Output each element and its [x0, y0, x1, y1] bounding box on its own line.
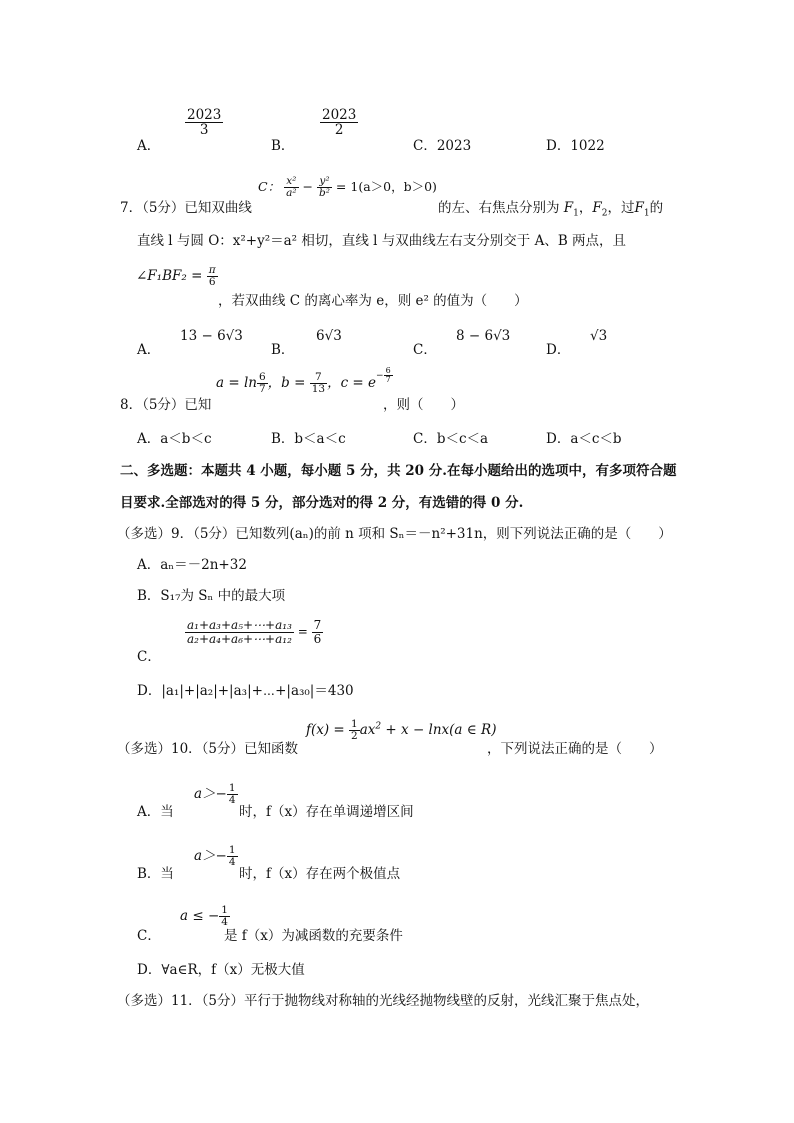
q8-prefix: 8．（5分）已知: [120, 397, 212, 413]
q7-line2: 直线 l 与圆 O：x²+y²＝a² 相切，直线 l 与双曲线左右支分别交于 A、B 两点，且: [137, 233, 627, 249]
q7-stem-line3: [218, 289, 528, 309]
focus-f2: F: [592, 200, 602, 216]
q8-definitions: a = ln $\frac{6}{7}$ ，b = $\frac{7}{13}$ ，$c = e^{- \frac{6}{7}}$: [216, 365, 391, 395]
option-text: 是 f（x）为减函数的充要条件: [224, 928, 403, 944]
option-label: C．: [413, 342, 437, 358]
option-text: 时，f（x）存在单调递增区间: [239, 804, 414, 820]
q9-stem: [117, 522, 672, 542]
q6-option-b: [271, 134, 294, 154]
q10-option-a-condition: a＞− $\frac{1}{4}$: [194, 781, 236, 806]
option-label: C．: [137, 928, 161, 944]
option-label: A．当: [137, 804, 174, 820]
q10-option-c-text: [224, 924, 403, 944]
q7-prefix: 7．（5分）已知双曲线: [120, 200, 252, 216]
q7-suffix2: ，过: [607, 200, 635, 216]
q7-option-d: [546, 338, 570, 358]
q9-stem-text: （多选）9．（5分）已知数列(aₙ)的前 n 项和 Sₙ＝－n²+31n，则下列说法正确的是（ ）: [117, 526, 672, 542]
q7-line3: ，若双曲线 C 的离心率为 e，则 e² 的值为（ ）: [218, 293, 528, 309]
q8-suffix-text: ，则（ ）: [383, 397, 464, 413]
option-label: B．当: [137, 866, 174, 882]
a-part: a = ln: [216, 375, 257, 391]
q7-stem-line1: [120, 196, 252, 216]
q10-option-d: [137, 958, 305, 978]
option-label: C．: [413, 138, 437, 154]
q10-option-b-label: [137, 862, 174, 882]
q10-option-b-condition: a＞− $\frac{1}{4}$: [194, 843, 236, 868]
q8-option-c: [413, 427, 488, 447]
section-text: 二、多选题：本题共 4 小题，每小题 5 分，共 20 分.在每小题给出的选项中，有多项符合题: [120, 463, 677, 479]
option-text: D．∀a∈R，f（x）无极大值: [137, 962, 305, 978]
denominator: 2: [334, 122, 344, 139]
option-label: A．: [137, 342, 161, 358]
q8-suffix: [383, 393, 464, 413]
section-text: 目要求.全部选对的得 5 分，部分选对的得 2 分，有选错的得 0 分.: [120, 495, 524, 511]
section2-heading-line2: [120, 491, 523, 511]
q8-stem: [120, 393, 211, 413]
q8-option-d: [546, 427, 622, 447]
option-label: B．: [271, 342, 295, 358]
option-text: 时，f（x）存在两个极值点: [239, 866, 401, 882]
q7-option-a-value: [180, 328, 243, 344]
focus-f1: F: [563, 200, 574, 216]
q7-suffix1: 的左、右焦点分别为: [438, 200, 560, 216]
angle-label: ∠F₁BF₂ =: [136, 268, 203, 285]
q7-angle-condition: [136, 265, 218, 288]
option-label: B．: [271, 138, 295, 154]
option-label: C．: [137, 649, 161, 665]
option-value: 6√3: [316, 328, 342, 344]
q7-option-c-value: [456, 328, 510, 344]
option-text: B．b＜a＜c: [271, 431, 346, 447]
denominator: 3: [199, 122, 209, 139]
numerator: 2023: [322, 107, 357, 123]
q10-stem: [117, 737, 298, 757]
q10-prefix: （多选）10．（5分）已知函数: [117, 741, 299, 757]
option-text: A．a＜b＜c: [137, 431, 212, 447]
q11-stem-text: （多选）11．（5分）平行于抛物线对称轴的光线经抛物线壁的反射，光线汇聚于焦点处，: [117, 993, 650, 1009]
q10-option-c-label: [137, 924, 161, 944]
numerator: a₁+a₃+a₅+⋯+a₁₃: [187, 618, 292, 632]
q6-option-a: [137, 134, 160, 154]
c-part: ，c = e: [327, 375, 377, 391]
q8-option-b: [271, 427, 346, 447]
option-label: D．: [546, 138, 571, 154]
option-value: 1022: [570, 138, 605, 154]
q8-option-a: [137, 427, 212, 447]
option-label: D．: [546, 342, 571, 358]
q10-suffix: [487, 737, 663, 757]
numerator: 2023: [187, 107, 222, 123]
denominator: a₂+a₄+a₆+⋯+a₁₂: [187, 631, 292, 646]
option-value: 2023: [436, 138, 472, 154]
option-value: 13 − 6√3: [180, 328, 243, 344]
b-part: ，b =: [267, 375, 306, 391]
q10-option-a-text: [239, 800, 414, 820]
q6-option-a-fraction: [185, 108, 223, 137]
curve-tail: = 1(a＞0，b＞0): [335, 179, 437, 195]
q7-option-b: [271, 338, 294, 358]
q10-option-b-text: [239, 862, 400, 882]
option-text: B．S₁₇为 Sₙ 中的最大项: [137, 588, 286, 604]
q9-option-a: [137, 553, 247, 573]
q6-option-b-fraction: [320, 108, 358, 137]
q6-option-c: [413, 134, 471, 154]
option-text: A．aₙ＝－2n+32: [137, 557, 247, 573]
option-value: 8 − 6√3: [456, 328, 511, 344]
q9-option-b: [137, 584, 285, 604]
pi: π: [208, 264, 216, 276]
q6-option-d: [546, 134, 605, 154]
option-text: C．b＜c＜a: [413, 431, 489, 447]
q9-option-c-fraction: $\frac{\text{a₁+a₃+a₅+⋯+a₁₃}}{\text{a₂+a₄+a₆+⋯+a₁₂}}$ = $\frac{7}{6}$: [187, 618, 322, 646]
q7-stem-line1-tail: 的左、右焦点分别为 $F_1$，$F_2$，过$F_1$的: [438, 200, 664, 219]
q7-option-d-value: [590, 328, 607, 344]
q7-option-b-value: [316, 328, 342, 344]
option-label: A．: [137, 138, 161, 154]
q9-option-c: [137, 645, 161, 665]
q9-option-d: [137, 679, 354, 699]
option-value: √3: [590, 328, 608, 344]
option-text: D．|a₁|+|a₂|+|a₃|+⋯+|a₃₀|＝430: [137, 683, 354, 699]
curve-name: C：: [258, 179, 281, 195]
q7-option-a: [137, 338, 160, 358]
q10-suffix-text: ，下列说法正确的是（ ）: [487, 741, 663, 757]
option-text: D．a＜c＜b: [546, 431, 622, 447]
six: 6: [208, 276, 216, 289]
q7-hyperbola-equation: C： $\frac{\text{x²}}{\text{a²}}$ − $\frac{\text{y²}}{\text{b²}}$ = 1(a＞0，b＞0): [258, 175, 437, 200]
q11-stem: [117, 989, 649, 1009]
q10-option-c-condition: a ≤ − $\frac{1}{4}$: [180, 904, 228, 929]
section2-heading-line1: [120, 459, 676, 479]
q7-suffix3: 的: [649, 200, 664, 216]
q10-function: f(x) = $\frac{1}{2}$ $ax^2 + x - \ln x(a$ ∈ R): [306, 718, 497, 743]
q7-stem-line2: [137, 229, 626, 249]
q7-option-c: [413, 338, 437, 358]
q10-option-a-label: [137, 800, 174, 820]
